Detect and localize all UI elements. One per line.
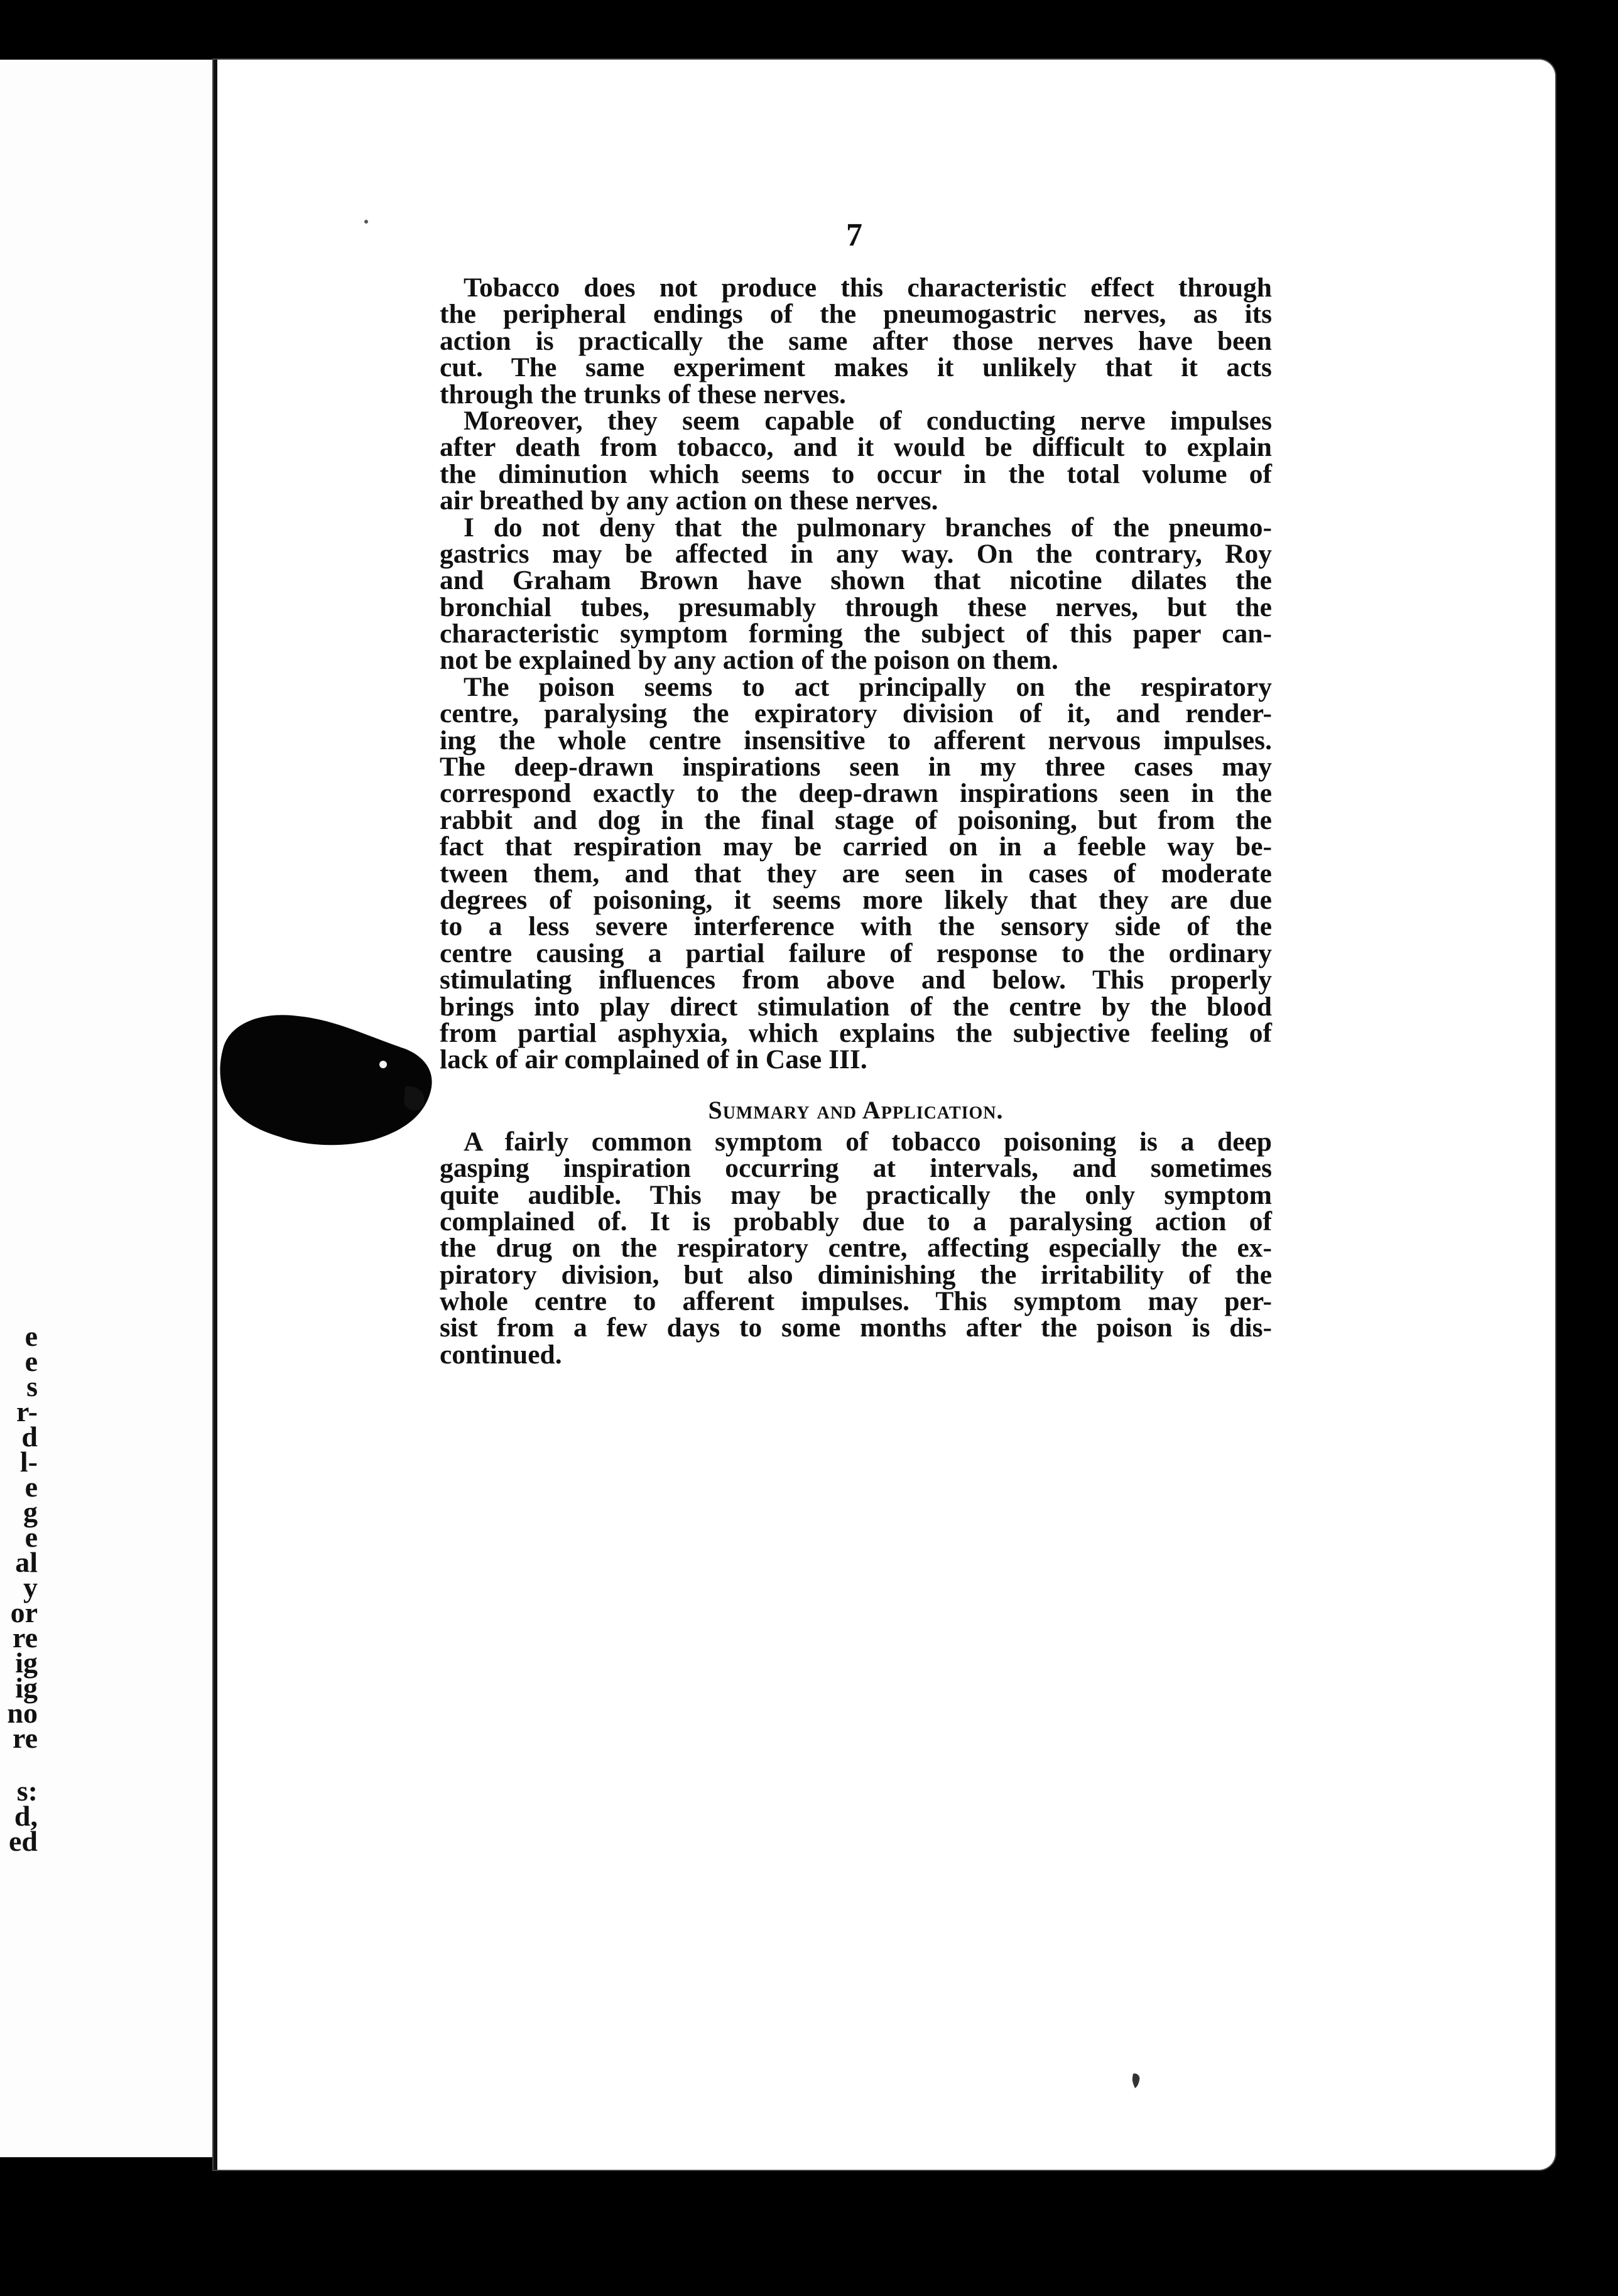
text-line: rabbit and dog in the final stage of poisoning, but from the — [440, 804, 1272, 835]
text-line: whole centre to afferent impulses. This symptom may per- — [440, 1286, 1272, 1317]
text-line: action is practically the same after those nerves have been — [440, 325, 1272, 356]
facing-page-fragment: e — [24, 1320, 38, 1352]
page-speck — [364, 220, 368, 224]
text-line: brings into play direct stimulation of the centre by the blood — [440, 991, 1272, 1022]
paragraph-list — [440, 274, 1272, 1073]
facing-page-fragment: d — [21, 1421, 38, 1453]
text-line: continued. — [440, 1339, 562, 1370]
text-line: sist from a few days to some months after the poison is dis- — [440, 1313, 1272, 1343]
facing-page-fragment: g — [23, 1496, 38, 1528]
text-line: quite audible. This may be practically the only symptom — [440, 1179, 1272, 1210]
text-line: degrees of poisoning, it seems more likely that they are due — [440, 884, 1272, 915]
facing-page-fragment: e — [24, 1521, 38, 1553]
paragraph — [440, 514, 1272, 674]
text-line: air breathed by any action on these nerves. — [440, 485, 938, 516]
text-line: centre, paralysing the expiratory division of it, and render- — [440, 698, 1272, 729]
text-line: gasping inspiration occurring at intervals, and sometimes — [440, 1153, 1272, 1184]
paragraph — [440, 274, 1272, 408]
text-line: the diminution which seems to occur in the total volume of — [440, 458, 1272, 489]
paragraph — [440, 405, 1272, 516]
text-line: complained of. It is probably due to a paralysing action of — [440, 1206, 1272, 1237]
facing-page-fragment: ig — [15, 1672, 38, 1704]
text-line: not be explained by any action of the poison on them. — [440, 645, 1058, 676]
paragraph — [440, 671, 1272, 1075]
text-line: the peripheral endings of the pneumogastric nerves, as its — [440, 299, 1272, 330]
facing-page-fragment: ed — [9, 1825, 38, 1857]
text-line: and Graham Brown have shown that nicotine dilates the — [440, 565, 1272, 596]
ink-blot-stain — [217, 1011, 443, 1149]
text-line: to a less severe interference with the sensory side of the — [440, 911, 1272, 942]
text-line: cut. The same experiment makes it unlikely that it acts — [440, 352, 1272, 383]
text-line: tween them, and that they are seen in cases of moderate — [440, 858, 1272, 889]
text-line: stimulating influences from above and below. This properly — [440, 965, 1272, 995]
text-line: A fairly common symptom of tobacco poisoning is a deep — [464, 1126, 1272, 1157]
facing-page-text-fragments — [0, 1320, 38, 1857]
facing-page-fragment: r- — [16, 1395, 38, 1427]
text-line: Moreover, they seem capable of conducting nerve impulses — [464, 405, 1272, 436]
text-line: lack of air complained of in Case III. — [440, 1044, 867, 1075]
text-line: through the trunks of these nerves. — [440, 379, 846, 409]
facing-page-fragment: re — [12, 1622, 38, 1654]
facing-page-fragment: s: — [16, 1775, 38, 1807]
text-line: I do not deny that the pulmonary branches of the pneumo- — [464, 512, 1272, 543]
facing-page-fragment: re — [12, 1722, 38, 1754]
text-line: centre causing a partial failure of response to the ordinary — [440, 938, 1272, 968]
text-line: The deep-drawn inspirations seen in my three cases may — [440, 752, 1272, 782]
facing-page-fragment: s — [26, 1370, 38, 1402]
facing-page-fragment: ig — [15, 1647, 38, 1679]
text-line: Tobacco does not produce this characteristic effect through — [464, 273, 1272, 303]
text-line: bronchial tubes, presumably through these nerves, but the — [440, 592, 1272, 622]
text-line: gastrics may be affected in any way. On the contrary, Roy — [440, 538, 1272, 569]
text-line: the drug on the respiratory centre, affecting especially the ex- — [440, 1233, 1272, 1264]
facing-page-fragment: al — [15, 1546, 38, 1578]
facing-page-fragment: no — [7, 1697, 38, 1729]
text-line: fact that respiration may be carried on in a feeble way be- — [440, 831, 1272, 862]
facing-page-fragment: d, — [14, 1800, 38, 1832]
text-line: The poison seems to act principally on the respiratory — [464, 671, 1272, 702]
text-line: piratory division, but also diminishing the irritability of the — [440, 1259, 1272, 1290]
text-line: from partial asphyxia, which explains the subjective feeling of — [440, 1017, 1272, 1048]
facing-page-fragment: l- — [19, 1446, 38, 1478]
section-heading: Summary and Application. — [708, 1095, 1004, 1124]
text-line: correspond exactly to the deep-drawn inspirations seen in the — [440, 778, 1272, 809]
page-speck-bottom — [1131, 2072, 1142, 2089]
facing-page-fragment: e — [24, 1345, 38, 1377]
facing-page-fragment: or — [10, 1596, 38, 1628]
page-body — [440, 274, 1272, 1368]
facing-page-fragment: e — [24, 1471, 38, 1503]
facing-page-fragment: y — [23, 1571, 38, 1603]
text-line: ing the whole centre insensitive to afferent nervous impulses. — [440, 725, 1272, 755]
page-number: 7 — [846, 217, 862, 253]
summary-paragraph — [440, 1126, 1272, 1370]
text-line: after death from tobacco, and it would be difficult to explain — [440, 432, 1272, 463]
text-line: characteristic symptom forming the subject of this paper can- — [440, 619, 1272, 649]
